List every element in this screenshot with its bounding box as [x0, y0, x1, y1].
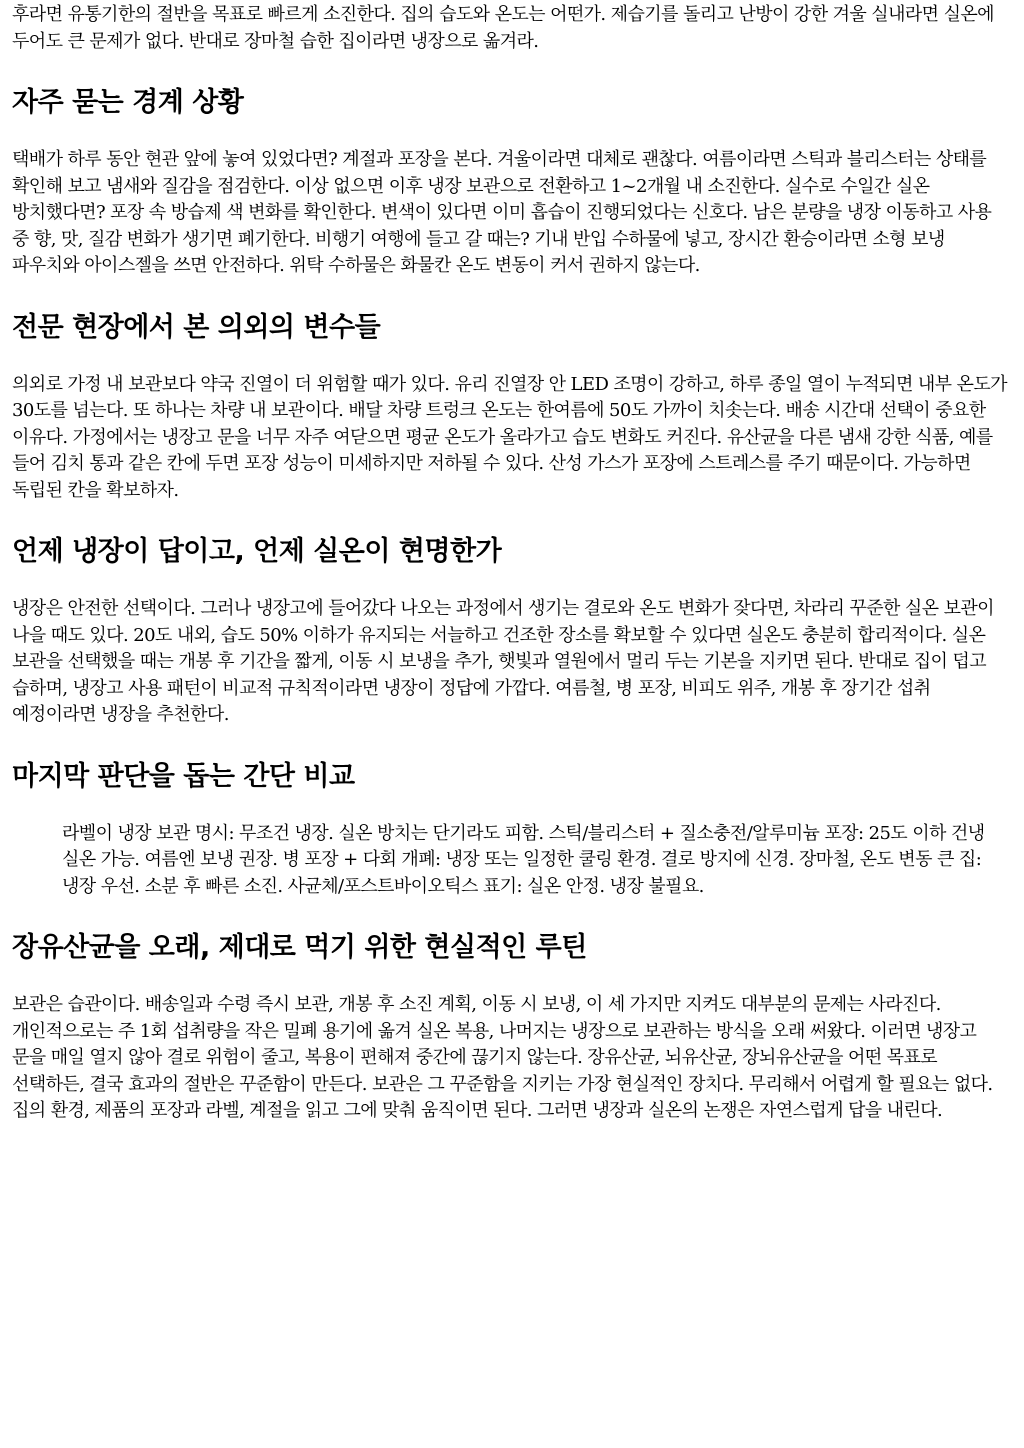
section-heading-fridge-vs-room: 언제 냉장이 답이고, 언제 실온이 현명한가 — [12, 536, 502, 567]
section-paragraph-field-variables: 의외로 가정 내 보관보다 약국 진열이 더 위험할 때가 있다. 유리 진열장 안 LED 조명이 강하고, 하루 종일 열이 누적되면 내부 온도가 30도를 넘는다. 또 하나는 차량 내 보관이다. 배달 차량 트렁크 온도는 한여름에 50도 가까이 치솟는다. 배송 시간대 선택이 중요한 이유다. 가정에서는 냉장고 문을 너무 자주 여닫으면 평균 온도가 올라가고 습도 변화도 커진다. 유산균을 다른 냄새 강한 식품, 예를 들어 김치 통과 같은 칸에 두면 포장 성능이 미세하지만 저하될 수 있다. 산성 가스가 포장에 스트레스를 주기 때문이다. 가능하면 독립된 칸을 확보하자. — [12, 373, 1007, 501]
section-heading-routine: 장유산균을 오래, 제대로 먹기 위한 현실적인 루틴 — [12, 932, 587, 963]
section-paragraph-routine: 보관은 습관이다. 배송일과 수령 즉시 보관, 개봉 후 소진 계획, 이동 시 보냉, 이 세 가지만 지켜도 대부분의 문제는 사라진다. 개인적으로는 주 1회 섭취량을 작은 밀폐 용기에 옮겨 실온 복용, 나머지는 냉장으로 보관하는 방식을 오래 써왔다. 이러면 냉장고 문을 매일 열지 않아 결로 위험이 줄고, 복용이 편해져 중간에 끊기지 않는다. 장유산균, 뇌유산균, 장뇌유산균을 어떤 목표로 선택하든, 결국 효과의 절반은 꾸준함이 만든다. 보관은 그 꾸준함을 지키는 가장 현실적인 장치다. 무리해서 어렵게 할 필요는 없다. 집의 환경, 제품의 포장과 라벨, 계절을 읽고 그에 맞춰 움직이면 된다. 그러면 냉장과 실온의 논쟁은 자연스럽게 답을 내린다. — [12, 994, 993, 1121]
article — [12, 0, 1012, 1125]
section-heading-edge-cases: 자주 묻는 경계 상황 — [12, 87, 244, 118]
section-heading-field-variables: 전문 현장에서 본 의외의 변수들 — [12, 311, 381, 343]
section-paragraph-edge-cases: 택배가 하루 동안 현관 앞에 놓여 있었다면? 계절과 포장을 본다. 겨울이라면 대체로 괜찮다. 여름이라면 스틱과 블리스터는 상태를 확인해 보고 냄새와 질감을 점검한다. 이상 없으면 이후 냉장 보관으로 전환하고 1~2개월 내 소진한다. 실수로 수일간 실온 방치했다면? 포장 속 방습제 색 변화를 확인한다. 변색이 있다면 이미 흡습이 진행되었다는 신호다. 남은 분량을 냉장 이동하고 사용 중 향, 맛, 질감 변화가 생기면 폐기한다. 비행기 여행에 들고 갈 때는? 기내 반입 수하물에 넣고, 장시간 환승이라면 소형 보냉 파우치와 아이스젤을 쓰면 안전하다. 위탁 수하물은 화물칸 온도 변동이 커서 권하지 않는다. — [12, 149, 992, 276]
intro-paragraph: 후라면 유통기한의 절반을 목표로 빠르게 소진한다. 집의 습도와 온도는 어떤가. 제습기를 돌리고 난방이 강한 겨울 실내라면 실온에 두어도 큰 문제가 없다. 반대로 장마철 습한 집이라면 냉장으로 옮겨라. — [12, 4, 994, 52]
comparison-blockquote — [62, 821, 1012, 901]
section-paragraph-fridge-vs-room: 냉장은 안전한 선택이다. 그러나 냉장고에 들어갔다 나오는 과정에서 생기는 결로와 온도 변화가 잦다면, 차라리 꾸준한 실온 보관이 나을 때도 있다. 20도 내외, 습도 50% 이하가 유지되는 서늘하고 건조한 장소를 확보할 수 있다면 실온도 충분히 합리적이다. 실온 보관을 선택했을 때는 개봉 후 기간을 짧게, 이동 시 보냉을 추가, 햇빛과 열원에서 멀리 두는 기본을 지키면 된다. 반대로 집이 덥고 습하며, 냉장고 사용 패턴이 비교적 규칙적이라면 냉장이 정답에 가깝다. 여름철, 병 포장, 비피도 위주, 개봉 후 장기간 섭취 예정이라면 냉장을 추천한다. — [12, 598, 994, 725]
section-heading-quick-comparison: 마지막 판단을 돕는 간단 비교 — [12, 760, 355, 792]
comparison-text: 라벨이 냉장 보관 명시: 무조건 냉장. 실온 방치는 단기라도 피함. 스틱/블리스터 + 질소충전/알루미늄 포장: 25도 이하 건냉 실온 가능. 여름엔 보냉 권장. 병 포장 + 다회 개폐: 냉장 또는 일정한 쿨링 환경. 결로 방지에 신경. 장마철, 온도 변동 큰 집: 냉장 우선. 소분 후 빠른 소진. 사균체/포스트바이오틱스 표기: 실온 안정. 냉장 불필요. — [62, 822, 985, 897]
